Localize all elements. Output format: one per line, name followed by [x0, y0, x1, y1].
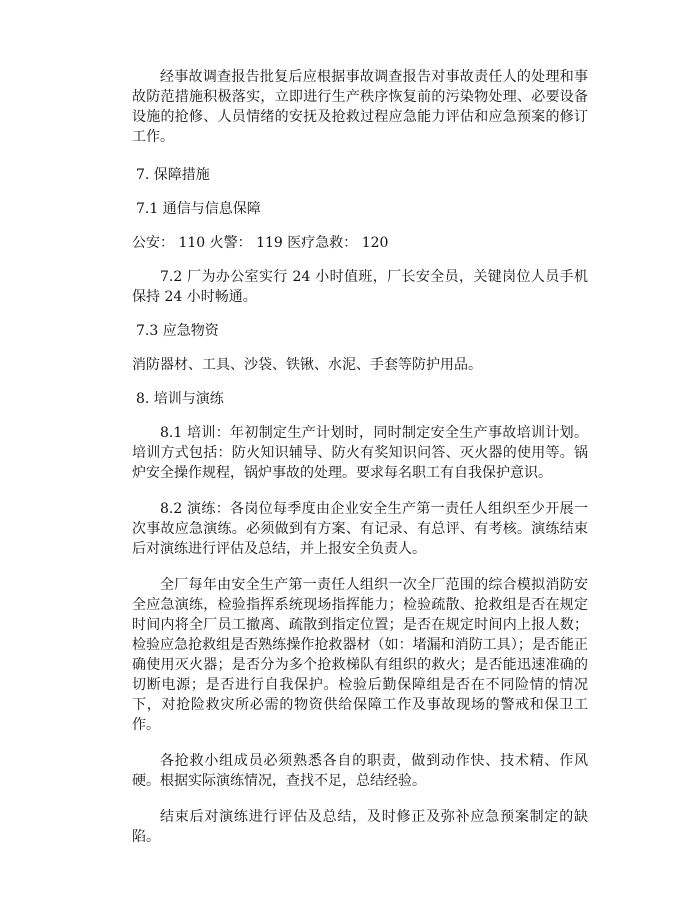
heading-communication: 7.1 通信与信息保障 [136, 201, 261, 217]
paragraph-training: 8.1 培训：年初制定生产计划时，同时制定安全生产事故培训计划。培训方式包括：防火知识辅导、防火有奖知识问答、灭火器的使用等。锅炉安全操作规程，锅炉事故的处理。要求每名职工有自我保护意识。 [132, 425, 588, 481]
paragraph-conclusion: 结束后对演练进行评估及总结，及时修正及弥补应急预案制定的缺陷。 [132, 809, 588, 845]
paragraph-drills: 8.2 演练：各岗位每季度由企业安全生产第一责任人组织至少开展一次事故应急演练。必须做到有方案、有记录、有总评、有考核。演练结束后对演练进行评估及总结，并上报安全负责人。 [132, 501, 588, 557]
paragraph-team-duties: 各抢救小组成员必须熟悉各自的职责，做到动作快、技术精、作风硬。根据实际演练情况，查找不足，总结经验。 [132, 753, 588, 789]
materials-list: 消防器材、工具、沙袋、铁锹、水泥、手套等防护用品。 [132, 357, 482, 373]
emergency-contacts: 公安： 110 火警： 119 医疗急救： 120 [132, 235, 389, 251]
document-body [132, 67, 588, 847]
heading-training-drills: 8. 培训与演练 [136, 391, 224, 407]
heading-safeguards: 7. 保障措施 [136, 167, 210, 183]
paragraph-duty-shift: 7.2 厂为办公室实行 24 小时值班，厂长安全员，关键岗位人员手机保持 24 小时畅通。 [132, 269, 588, 305]
heading-emergency-materials: 7.3 应急物资 [136, 323, 219, 339]
paragraph-recovery: 经事故调查报告批复后应根据事故调查报告对事故责任人的处理和事故防范措施积极落实，立即进行生产秩序恢复前的污染物处理、必要设备设施的抢修、人员情绪的安抚及抢救过程应急能力评估和应急预案的修订工作。 [132, 69, 588, 145]
paragraph-plant-drill: 全厂每年由安全生产第一责任人组织一次全厂范围的综合模拟消防安全应急演练，检验指挥系统现场指挥能力；检验疏散、抢救组是否在规定时间内将全厂员工撤离、疏散到指定位置；是否在规定时间内上报人数；检验应急抢救组是否熟练操作抢救器材（如：堵漏和消防工具）；是否能正确使用灭火器；是否分为多个抢救梯队有组织的救火；是否能迅速准确的切断电源；是否进行自我保护。检验后勤保障组是否在不同险情的情况下，对抢险救灾所必需的物资供给保障工作及事故现场的警戒和保卫工作。 [132, 577, 588, 733]
